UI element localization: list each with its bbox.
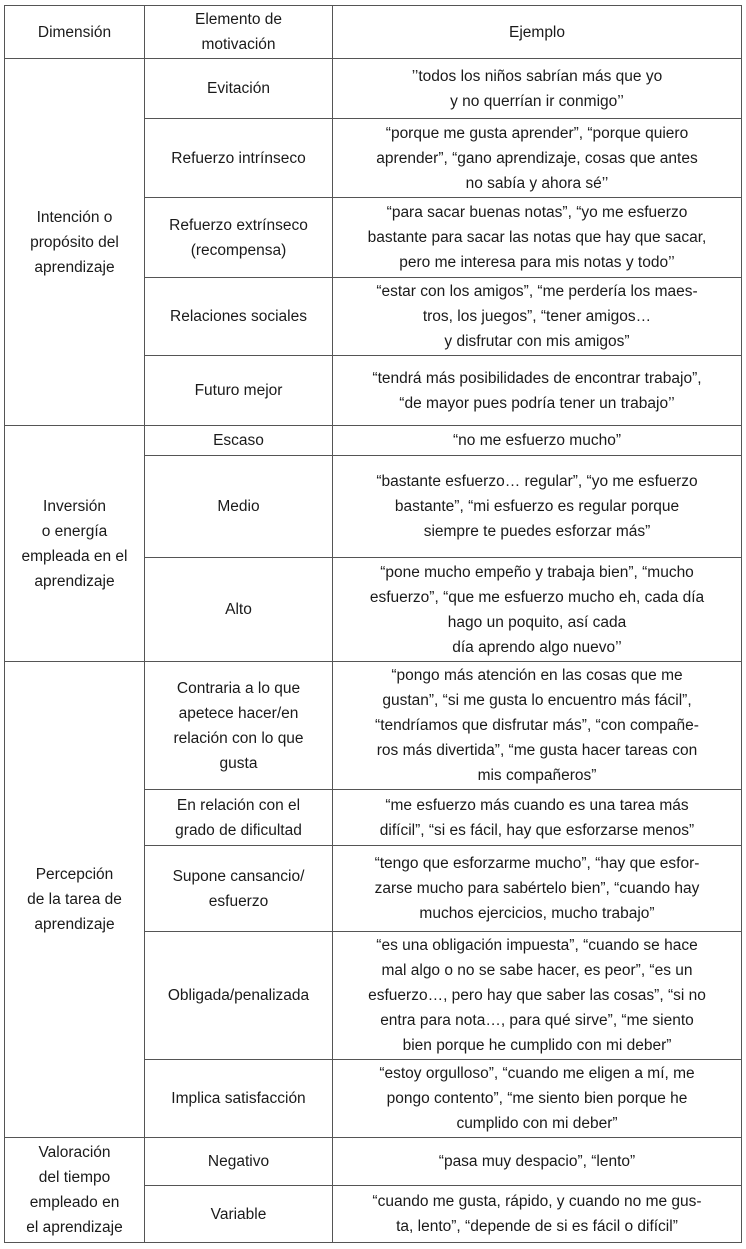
header-element: Elemento de motivación bbox=[145, 6, 333, 59]
example-cell: “tendrá más posibilidades de encontrar trabajo”, “de mayor pues podría tener un trabajo’’ bbox=[333, 356, 742, 426]
example-cell: “para sacar buenas notas”, “yo me esfuerzo bastante para sacar las notas que hay que sacar, pero me interesa para mis notas y todo’’ bbox=[333, 198, 742, 278]
header-dimension: Dimensión bbox=[5, 6, 145, 59]
example-cell: ’’todos los niños sabrían más que yo y no querrían ir conmigo’’ bbox=[333, 59, 742, 119]
element-cell: Refuerzo intrínseco bbox=[145, 119, 333, 198]
element-cell: Supone cansancio/ esfuerzo bbox=[145, 846, 333, 932]
element-cell: Evitación bbox=[145, 59, 333, 119]
element-cell: Escaso bbox=[145, 426, 333, 456]
example-cell: “porque me gusta aprender”, “porque quiero aprender”, “gano aprendizaje, cosas que antes no sabía y ahora sé’’ bbox=[333, 119, 742, 198]
element-cell: Relaciones sociales bbox=[145, 278, 333, 356]
example-cell: “no me esfuerzo mucho” bbox=[333, 426, 742, 456]
element-cell: Futuro mejor bbox=[145, 356, 333, 426]
dimension-cell: Percepción de la tarea de aprendizaje bbox=[5, 662, 145, 1138]
example-cell: “pasa muy despacio”, “lento” bbox=[333, 1138, 742, 1186]
example-cell: “bastante esfuerzo… regular”, “yo me esfuerzo bastante”, “mi esfuerzo es regular porque siempre te puedes esforzar más” bbox=[333, 456, 742, 558]
element-cell: En relación con el grado de dificultad bbox=[145, 790, 333, 846]
motivation-table bbox=[4, 5, 742, 1243]
dimension-cell: Intención o propósito del aprendizaje bbox=[5, 59, 145, 426]
element-cell: Negativo bbox=[145, 1138, 333, 1186]
table-row bbox=[5, 59, 742, 119]
dimension-cell: Valoración del tiempo empleado en el aprendizaje bbox=[5, 1138, 145, 1243]
table-row bbox=[5, 1138, 742, 1186]
element-cell: Medio bbox=[145, 456, 333, 558]
element-cell: Refuerzo extrínseco (recompensa) bbox=[145, 198, 333, 278]
example-cell: “tengo que esforzarme mucho”, “hay que esfor- zarse mucho para sabértelo bien”, “cuando hay muchos ejercicios, mucho trabajo” bbox=[333, 846, 742, 932]
element-cell: Obligada/penalizada bbox=[145, 932, 333, 1060]
example-cell: “pongo más atención en las cosas que me gustan”, “si me gusta lo encuentro más fácil”, “tendríamos que disfrutar más”, “con compañe- ros más divertida”, “me gusta hacer tareas con mis compañeros” bbox=[333, 662, 742, 790]
table-body bbox=[5, 6, 742, 1243]
header-row bbox=[5, 6, 742, 59]
table-row bbox=[5, 662, 742, 790]
example-cell: “cuando me gusta, rápido, y cuando no me gus- ta, lento”, “depende de si es fácil o difícil” bbox=[333, 1186, 742, 1243]
dimension-cell: Inversión o energía empleada en el aprendizaje bbox=[5, 426, 145, 662]
example-cell: “estoy orgulloso”, “cuando me eligen a mí, me pongo contento”, “me siento bien porque he cumplido con mi deber” bbox=[333, 1060, 742, 1138]
element-cell: Variable bbox=[145, 1186, 333, 1243]
example-cell: “me esfuerzo más cuando es una tarea más difícil”, “si es fácil, hay que esforzarse menos” bbox=[333, 790, 742, 846]
example-cell: “es una obligación impuesta”, “cuando se hace mal algo o no se sabe hacer, es peor”, “es un esfuerzo…, pero hay que saber las cosas”, “si no entra para nota…, para qué sirve”, “me siento bien porque he cumplido con mi deber” bbox=[333, 932, 742, 1060]
example-cell: “estar con los amigos”, “me perdería los maes- tros, los juegos”, “tener amigos… y disfrutar con mis amigos” bbox=[333, 278, 742, 356]
element-cell: Alto bbox=[145, 558, 333, 662]
example-cell: “pone mucho empeño y trabaja bien”, “mucho esfuerzo”, “que me esfuerzo mucho eh, cada día hago un poquito, así cada día aprendo algo nuevo’’ bbox=[333, 558, 742, 662]
element-cell: Implica satisfacción bbox=[145, 1060, 333, 1138]
table-row bbox=[5, 426, 742, 456]
element-cell: Contraria a lo que apetece hacer/en relación con lo que gusta bbox=[145, 662, 333, 790]
header-example: Ejemplo bbox=[333, 6, 742, 59]
